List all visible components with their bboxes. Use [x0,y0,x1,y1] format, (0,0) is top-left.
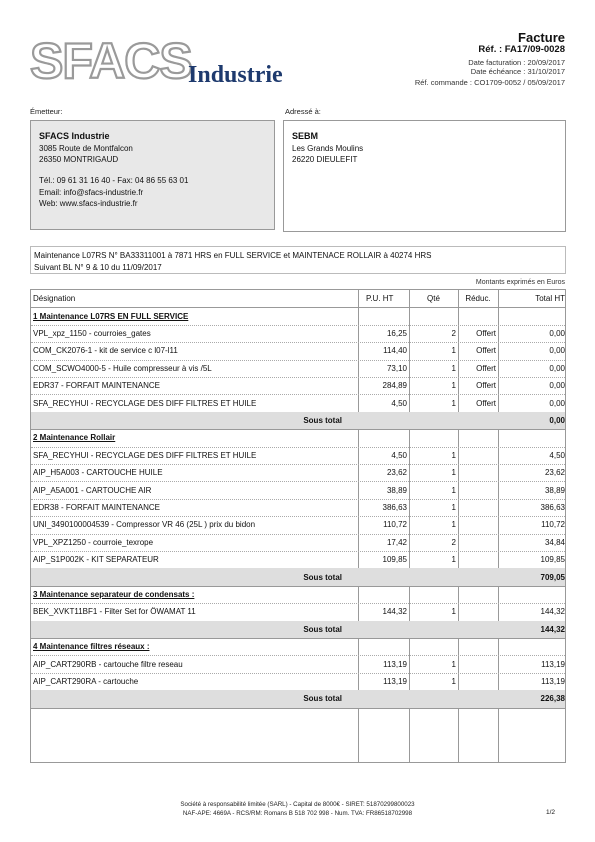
table-row [31,464,565,482]
cell-unit-price: 23,62 [386,468,407,478]
order-reference: Réf. commande : CO1709-0052 / 05/09/2017 [414,78,565,87]
section-heading-row [31,638,565,656]
cell-quantity: 1 [451,520,456,530]
table-row [31,655,565,673]
cell-designation: AIP_S1P002K - KIT SEPARATEUR [33,555,159,565]
cell-total [498,638,567,655]
logo-sfacs-text: SFACS [30,34,192,86]
cell-total: 23,62 [544,468,565,478]
cell-discount [458,673,498,690]
invoice-description [30,246,566,274]
cell-quantity: 1 [451,676,456,686]
cell-quantity: 1 [451,346,456,356]
cell-discount [458,534,498,551]
cell-total [498,429,567,446]
cell-unit-price: 4,50 [391,398,407,408]
invoice-reference: Réf. : FA17/09-0028 [478,44,565,55]
legal-footer [0,800,595,819]
cell-unit-price [358,621,409,638]
page-number: 1/2 [545,809,555,816]
cell-total: 38,89 [544,485,565,495]
section-heading-row [31,429,565,447]
cell-total: 144,32 [540,624,565,634]
cell-unit-price: 113,19 [383,676,407,686]
issuer-phone: Tél.: 09 61 31 16 40 - Fax: 04 86 55 63 01 [39,176,189,186]
cell-unit-price: 114,40 [383,346,407,356]
recipient-name: SEBM [292,131,319,141]
cell-quantity: 1 [451,607,456,617]
table-row [31,499,565,517]
cell-designation: EDR37 - FORFAIT MAINTENANCE [33,381,160,391]
cell-quantity: 2 [451,537,456,547]
table-row [31,342,565,360]
cell-discount [458,447,498,464]
cell-designation: 2 Maintenance Rollair [33,433,116,443]
currency-note: Montants exprimés en Euros [475,279,565,286]
subtotal-row [31,412,565,430]
cell-quantity [409,429,458,446]
cell-unit-price [358,412,409,429]
recipient-address-line2: 26220 DIEULEFIT [292,155,358,165]
cell-unit-price: 386,63 [382,502,407,512]
cell-unit-price: 113,19 [383,659,407,669]
table-row [31,534,565,552]
cell-discount [458,499,498,516]
cell-designation: Sous total [303,572,342,582]
cell-designation: Sous total [303,624,342,634]
cell-total: 0,00 [549,381,565,391]
description-line2: Suivant BL N° 9 & 10 du 11/09/2017 [34,262,162,272]
issuer-address-line1: 3085 Route de Montfalcon [39,143,133,153]
cell-unit-price: 109,85 [382,555,407,565]
description-line1: Maintenance L07RS N° BA33311001 à 7871 HRS en FULL SERVICE et MAINTENACE ROLLAIR à 40274 HRS [34,251,432,260]
cell-total: Total HT [535,294,565,304]
cell-designation: UNI_3490100004539 - Compressor VR 46 (25L ) prix du bidon [33,520,256,530]
subtotal-row [31,690,565,708]
cell-designation: Sous total [303,415,342,425]
cell-total: 386,63 [540,502,565,512]
cell-quantity [409,586,458,603]
issuer-name: SFACS Industrie [39,131,110,141]
cell-unit-price [358,690,409,707]
cell-total: 113,19 [541,676,565,686]
invoice-table [30,289,566,763]
cell-discount [458,638,498,655]
cell-quantity [409,621,458,638]
cell-designation: VPL_xpz_1150 - courroies_gates [33,328,151,338]
cell-unit-price [358,429,409,446]
cell-discount [458,464,498,481]
cell-designation: SFA_RECYHUI - RECYCLAGE DES DIFF FILTRES ET HUILE [33,398,257,408]
cell-designation: SFA_RECYHUI - RECYCLAGE DES DIFF FILTRES ET HUILE [33,450,257,460]
cell-unit-price: 110,72 [383,520,407,530]
cell-discount [458,690,498,707]
cell-quantity: 1 [451,502,456,512]
cell-quantity: 1 [451,485,456,495]
cell-discount: Offert [476,363,496,373]
subtotal-row [31,621,565,639]
cell-discount [458,603,498,620]
cell-designation: 1 Maintenance L07RS EN FULL SERVICE [33,311,189,321]
table-header [31,290,565,308]
cell-unit-price: P.U. HT [366,294,394,304]
cell-total: 709,05 [540,572,565,582]
cell-total [498,586,567,603]
cell-designation: 3 Maintenance separateur de condensats : [33,589,195,599]
cell-designation: AIP_A5A001 - CARTOUCHE AIR [33,485,152,495]
cell-designation: AIP_CART290RA - cartouche [33,676,139,686]
issuer-box [30,120,275,230]
table-row [31,551,565,569]
table-row [31,325,565,343]
cell-quantity [409,307,458,324]
document-title: Facture [518,30,565,45]
cell-quantity [409,638,458,655]
cell-total: 0,00 [549,398,565,408]
cell-discount [458,551,498,568]
cell-discount [458,586,498,603]
cell-quantity: Qté [427,294,440,304]
cell-total: 109,85 [540,555,565,565]
issuer-label: Émetteur: [30,107,63,116]
table-row [31,377,565,395]
cell-unit-price: 73,10 [386,363,407,373]
table-row [31,481,565,499]
cell-discount: Offert [476,328,496,338]
cell-discount [458,516,498,533]
cell-designation: COM_CK2076-1 - kit de service c l07-l11 [33,346,178,356]
cell-designation: AIP_H5A003 - CARTOUCHE HUILE [33,468,163,478]
cell-total: 110,72 [541,520,565,530]
cell-quantity: 2 [451,328,456,338]
cell-discount [458,412,498,429]
cell-discount: Offert [476,346,496,356]
table-row [31,603,565,621]
cell-total: 0,00 [549,415,565,425]
cell-discount [458,568,498,585]
cell-unit-price [358,307,409,324]
table-row [31,394,565,412]
issuer-email: Email: info@sfacs-industrie.fr [39,187,144,197]
recipient-box [283,120,566,232]
cell-total: 144,32 [540,607,565,617]
cell-quantity: 1 [451,450,456,460]
cell-quantity: 1 [451,659,456,669]
cell-designation: 4 Maintenance filtres réseaux : [33,642,150,652]
cell-quantity [409,690,458,707]
cell-total: 0,00 [549,346,565,356]
cell-discount [458,307,498,324]
issuer-address-line2: 26350 MONTRIGAUD [39,155,119,165]
cell-designation: Désignation [33,294,76,304]
due-date: Date échéance : 31/10/2017 [470,67,565,76]
cell-unit-price [358,568,409,585]
cell-total: 0,00 [549,363,565,373]
cell-designation: COM_SCWO4000-5 - Huile compresseur à vis /5L [33,363,212,373]
cell-total: 113,19 [541,659,565,669]
cell-discount [458,621,498,638]
cell-quantity: 1 [451,381,456,391]
cell-total: 34,84 [544,537,565,547]
cell-total: 4,50 [549,450,565,460]
footer-line1: Société à responsabilité limitée (SARL) - Capital de 8000€ - SIRET: 51870299800023 [180,801,415,808]
company-logo [30,34,315,86]
subtotal-row [31,568,565,586]
table-row [31,360,565,378]
cell-total: 0,00 [549,328,565,338]
cell-quantity: 1 [451,468,456,478]
cell-quantity: 1 [451,398,456,408]
section-heading-row [31,307,565,325]
cell-unit-price: 284,89 [382,381,407,391]
cell-unit-price: 17,42 [386,537,407,547]
table-row [31,516,565,534]
cell-discount [458,655,498,672]
cell-quantity [409,568,458,585]
cell-quantity: 1 [451,363,456,373]
cell-unit-price [358,638,409,655]
cell-quantity [409,412,458,429]
footer-line2: NAF-APE: 4669A - RCS/RM: Romans B 518 702 998 - Num. TVA: FR86518702998 [182,810,413,818]
cell-unit-price: 4,50 [391,450,407,460]
cell-designation: AIP_CART290RB - cartouche filtre reseau [33,659,183,669]
section-heading-row [31,586,565,604]
table-row [31,447,565,465]
cell-unit-price: 16,25 [386,328,407,338]
cell-discount [458,481,498,498]
cell-unit-price: 38,89 [386,485,407,495]
cell-unit-price [358,586,409,603]
cell-total [498,307,567,324]
recipient-address-line1: Les Grands Moulins [292,143,364,153]
issuer-web: Web: www.sfacs-industrie.fr [39,199,138,209]
cell-discount [458,429,498,446]
table-row [31,673,565,691]
cell-designation: Sous total [303,694,342,704]
cell-discount: Offert [476,381,496,391]
cell-designation: VPL_XPZ1250 - courroie_texrope [33,537,154,547]
cell-designation: BEK_XVKT11BF1 - Filter Set for ÖWAMAT 11 [33,607,196,617]
invoice-date: Date facturation : 20/09/2017 [468,58,565,67]
cell-quantity: 1 [451,555,456,565]
cell-total: 226,38 [540,694,565,704]
cell-discount: Offert [476,398,496,408]
cell-discount: Réduc. [465,294,491,304]
cell-unit-price: 144,32 [382,607,407,617]
logo-industrie-text: Industrie [188,62,283,86]
cell-designation: EDR38 - FORFAIT MAINTENANCE [33,502,160,512]
recipient-label: Adressé à: [285,107,321,116]
